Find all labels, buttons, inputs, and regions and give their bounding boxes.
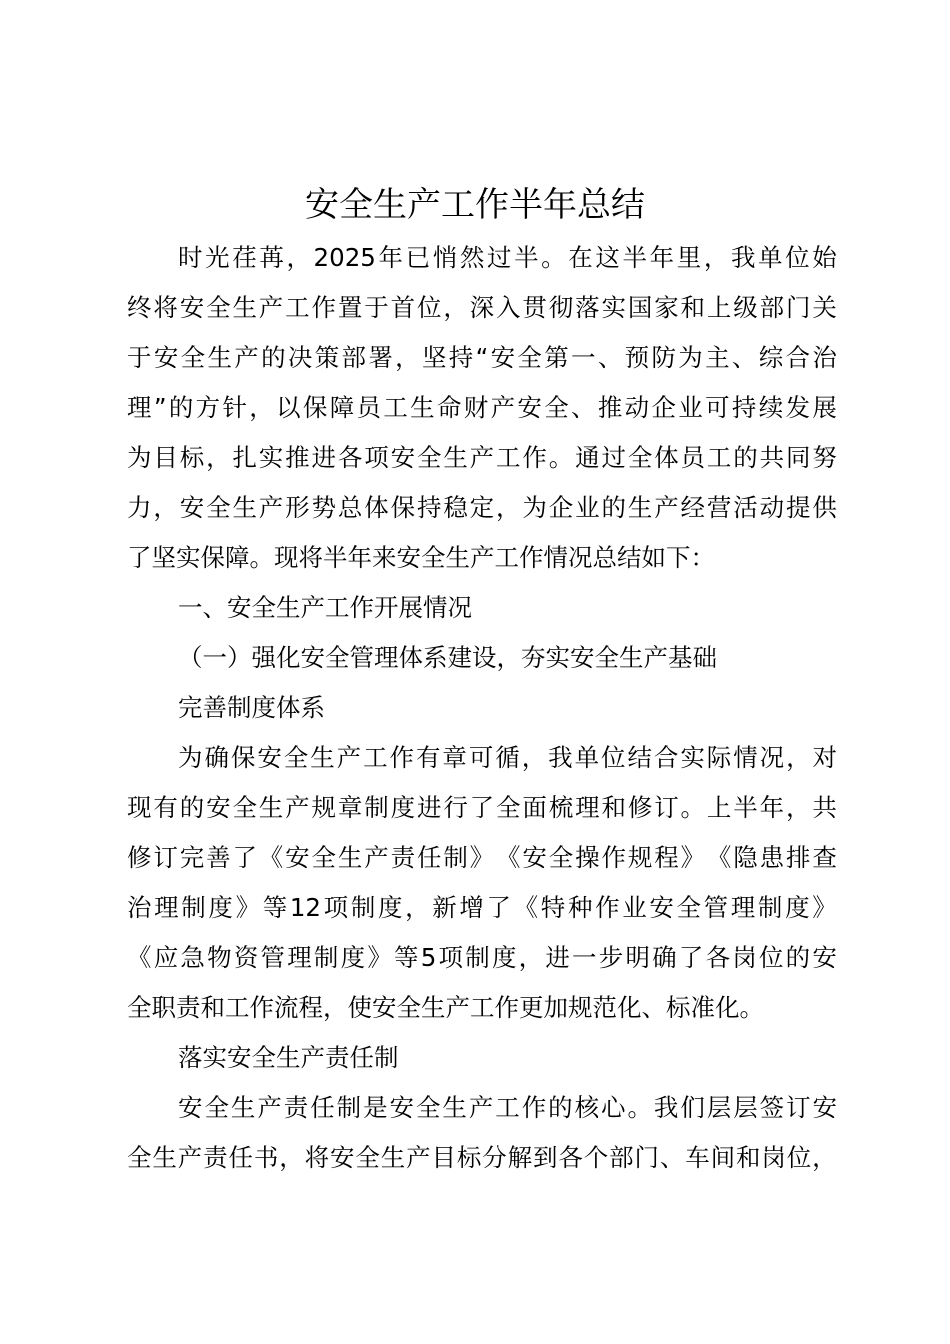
text-line: 《 应 急 物 资 管 理 制 度 》 等 5 项 制 度 ， 进 一 步 明 确 了 各 岗 位 的 安 [127, 943, 837, 972]
text-line: 安 全 生 产 责 任 制 是 安 全 生 产 工 作 的 核 心 。 我 们 层 层 签 订 安 [178, 1093, 837, 1122]
text-line: 落实安全生产责任制 [178, 1043, 399, 1072]
text-line: 全职责和工作流程，使安全生产工作更加规范化、标准化。 [127, 993, 764, 1022]
text-line: 了坚实保障。现将半年来安全生产工作情况总结如下： [127, 543, 715, 572]
text-line: 力 ， 安 全 生 产 形 势 总 体 保 持 稳 定 ， 为 企 业 的 生 产 经 营 活 动 提 供 [127, 493, 837, 522]
text-line: 理 ” 的 方 针 ， 以 保 障 员 工 生 命 财 产 安 全 、 推 动 企 业 可 持 续 发 展 [127, 393, 837, 422]
text-line: 时 光 荏 苒 ， 2025 年 已 悄 然 过 半 。 在 这 半 年 里 ， 我 单 位 始 [178, 243, 837, 272]
text-line: 完善制度体系 [178, 693, 325, 722]
text-line: （一）强化安全管理体系建设，夯实安全生产基础 [178, 643, 717, 672]
document-body [127, 233, 837, 1183]
text-line: 一、安全生产工作开展情况 [178, 593, 472, 622]
text-line: 全 生 产 责 任 书 ， 将 安 全 生 产 目 标 分 解 到 各 个 部 门 、 车 间 和 岗 位 ， [127, 1143, 837, 1172]
text-line: 现 有 的 安 全 生 产 规 章 制 度 进 行 了 全 面 梳 理 和 修 订 。 上 半 年 ， 共 [127, 793, 837, 822]
document-title: 安全生产工作半年总结 [305, 185, 645, 225]
text-line: 治 理 制 度 》 等 12 项 制 度 ， 新 增 了 《 特 种 作 业 安 全 管 理 制 度 》 [127, 893, 837, 922]
text-line: 终 将 安 全 生 产 工 作 置 于 首 位 ， 深 入 贯 彻 落 实 国 家 和 上 级 部 门 关 [127, 293, 837, 322]
text-line: 为 目 标 ， 扎 实 推 进 各 项 安 全 生 产 工 作 。 通 过 全 体 员 工 的 共 同 努 [127, 443, 837, 472]
text-line: 修 订 完 善 了 《 安 全 生 产 责 任 制 》 《 安 全 操 作 规 程 》 《 隐 患 排 查 [127, 843, 837, 872]
text-line: 于 安 全 生 产 的 决 策 部 署 ， 坚 持 “ 安 全 第 一 、 预 防 为 主 、 综 合 治 [127, 343, 837, 372]
text-line: 为 确 保 安 全 生 产 工 作 有 章 可 循 ， 我 单 位 结 合 实 际 情 况 ， 对 [178, 743, 837, 772]
